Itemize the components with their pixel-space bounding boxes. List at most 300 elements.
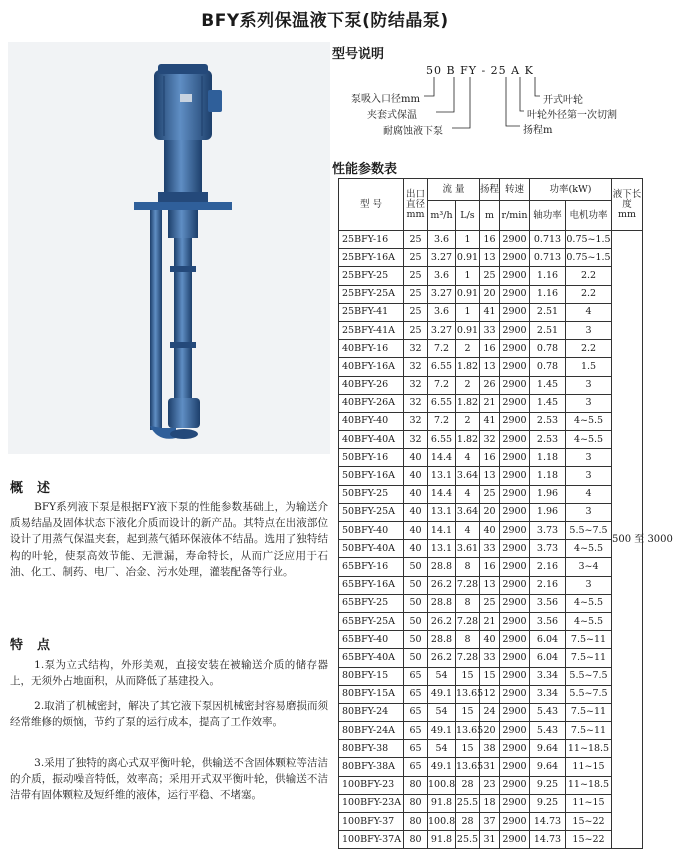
- header-outlet: [404, 179, 428, 231]
- cell-motor-power: 7.5~11: [566, 631, 612, 649]
- cell-shaft-power: 1.96: [530, 485, 566, 503]
- cell-speed: 2900: [500, 813, 530, 831]
- table-row: [339, 667, 643, 685]
- cell-shaft-power: 5.43: [530, 703, 566, 721]
- table-row: [339, 540, 643, 558]
- cell-flow-ls: 4: [456, 485, 480, 503]
- performance-table: [338, 178, 673, 849]
- cell-flow-ls: 13.65: [456, 722, 480, 740]
- cell-head: 41: [480, 412, 500, 430]
- model-label-corrosion: 耐腐蚀液下泵: [383, 126, 443, 137]
- cell-motor-power: 3: [566, 467, 612, 485]
- cell-shaft-power: 9.64: [530, 740, 566, 758]
- cell-outlet: 25: [404, 231, 428, 249]
- cell-head: 40: [480, 522, 500, 540]
- cell-model: 40BFY-40A: [339, 431, 404, 449]
- cell-flow-m3: 54: [428, 703, 456, 721]
- cell-model: 40BFY-26: [339, 376, 404, 394]
- cell-flow-ls: 1: [456, 231, 480, 249]
- cell-model: 25BFY-41: [339, 303, 404, 321]
- cell-flow-m3: 3.27: [428, 285, 456, 303]
- cell-flow-ls: 3.64: [456, 503, 480, 521]
- cell-motor-power: 2.2: [566, 340, 612, 358]
- cell-shaft-power: 0.78: [530, 340, 566, 358]
- table-row: [339, 485, 643, 503]
- cell-speed: 2900: [500, 631, 530, 649]
- cell-model: 25BFY-25A: [339, 285, 404, 303]
- header-level: [612, 179, 643, 231]
- table-row: [339, 503, 643, 521]
- cell-motor-power: 3: [566, 321, 612, 339]
- cell-model: 50BFY-40A: [339, 540, 404, 558]
- cell-speed: 2900: [500, 431, 530, 449]
- cell-flow-m3: 7.2: [428, 340, 456, 358]
- table-row: [339, 321, 643, 339]
- cell-model: 80BFY-15: [339, 667, 404, 685]
- cell-model: 25BFY-25: [339, 267, 404, 285]
- cell-model: 40BFY-16A: [339, 358, 404, 376]
- table-row: [339, 813, 643, 831]
- cell-flow-m3: 26.2: [428, 649, 456, 667]
- header-flow-ls: L/s: [456, 201, 480, 231]
- cell-flow-m3: 28.8: [428, 594, 456, 612]
- pump-illustration: [8, 42, 330, 454]
- cell-shaft-power: 0.713: [530, 231, 566, 249]
- cell-flow-ls: 15: [456, 740, 480, 758]
- cell-flow-ls: 7.28: [456, 612, 480, 630]
- cell-flow-m3: 7.2: [428, 376, 456, 394]
- cell-model: 100BFY-37: [339, 813, 404, 831]
- cell-speed: 2900: [500, 685, 530, 703]
- cell-flow-ls: 13.65: [456, 758, 480, 776]
- cell-flow-m3: 54: [428, 740, 456, 758]
- cell-head: 25: [480, 485, 500, 503]
- cell-shaft-power: 3.34: [530, 667, 566, 685]
- cell-head: 13: [480, 467, 500, 485]
- cell-outlet: 65: [404, 685, 428, 703]
- cell-flow-ls: 4: [456, 449, 480, 467]
- cell-flow-m3: 6.55: [428, 431, 456, 449]
- cell-flow-ls: 28: [456, 776, 480, 794]
- cell-head: 13: [480, 576, 500, 594]
- table-row: [339, 649, 643, 667]
- cell-speed: 2900: [500, 449, 530, 467]
- cell-flow-m3: 3.6: [428, 231, 456, 249]
- table-row: [339, 776, 643, 794]
- cell-head: 23: [480, 776, 500, 794]
- cell-motor-power: 4~5.5: [566, 412, 612, 430]
- cell-shaft-power: 14.73: [530, 831, 566, 849]
- cell-head: 41: [480, 303, 500, 321]
- header-model: 型 号: [339, 179, 404, 231]
- cell-shaft-power: 9.25: [530, 794, 566, 812]
- cell-head: 18: [480, 794, 500, 812]
- cell-head: 37: [480, 813, 500, 831]
- cell-flow-ls: 7.28: [456, 649, 480, 667]
- table-row: [339, 631, 643, 649]
- cell-shaft-power: 1.45: [530, 376, 566, 394]
- cell-speed: 2900: [500, 667, 530, 685]
- cell-flow-ls: 2: [456, 412, 480, 430]
- cell-head: 25: [480, 267, 500, 285]
- cell-speed: 2900: [500, 285, 530, 303]
- cell-head: 16: [480, 340, 500, 358]
- cell-flow-ls: 2: [456, 340, 480, 358]
- cell-flow-m3: 91.8: [428, 794, 456, 812]
- header-head-unit: m: [480, 201, 500, 231]
- cell-model: 100BFY-23A: [339, 794, 404, 812]
- cell-shaft-power: 2.51: [530, 303, 566, 321]
- cell-speed: 2900: [500, 485, 530, 503]
- table-row: [339, 467, 643, 485]
- cell-flow-m3: 26.2: [428, 612, 456, 630]
- cell-outlet: 80: [404, 776, 428, 794]
- cell-flow-ls: 8: [456, 631, 480, 649]
- cell-head: 20: [480, 285, 500, 303]
- cell-flow-m3: 6.55: [428, 358, 456, 376]
- cell-shaft-power: 3.73: [530, 522, 566, 540]
- cell-outlet: 25: [404, 267, 428, 285]
- cell-shaft-power: 1.45: [530, 394, 566, 412]
- header-motor-power: 电机功率: [566, 201, 612, 231]
- cell-shaft-power: 2.53: [530, 412, 566, 430]
- cell-speed: 2900: [500, 267, 530, 285]
- cell-model: 40BFY-16: [339, 340, 404, 358]
- header-flow-m3: m³/h: [428, 201, 456, 231]
- model-code: 50 B FY - 25 A K: [426, 64, 534, 77]
- cell-flow-m3: 54: [428, 667, 456, 685]
- cell-flow-ls: 25.5: [456, 831, 480, 849]
- cell-model: 65BFY-16A: [339, 576, 404, 594]
- cell-motor-power: 11~15: [566, 794, 612, 812]
- cell-outlet: 32: [404, 376, 428, 394]
- cell-outlet: 32: [404, 358, 428, 376]
- cell-model: 50BFY-40: [339, 522, 404, 540]
- cell-speed: 2900: [500, 303, 530, 321]
- cell-head: 21: [480, 612, 500, 630]
- cell-flow-ls: 2: [456, 376, 480, 394]
- table-row: [339, 685, 643, 703]
- table-row: [339, 576, 643, 594]
- cell-motor-power: 3: [566, 449, 612, 467]
- cell-outlet: 40: [404, 449, 428, 467]
- cell-motor-power: 3: [566, 503, 612, 521]
- cell-motor-power: 15~22: [566, 831, 612, 849]
- cell-motor-power: 4~5.5: [566, 594, 612, 612]
- cell-head: 20: [480, 722, 500, 740]
- cell-model: 100BFY-23: [339, 776, 404, 794]
- model-label-cut: 叶轮外径第一次切割: [527, 110, 617, 121]
- cell-shaft-power: 1.16: [530, 267, 566, 285]
- table-row: [339, 267, 643, 285]
- cell-model: 100BFY-37A: [339, 831, 404, 849]
- cell-level-range: 500 至 3000: [612, 231, 643, 849]
- feature-item-1: 1.泵为立式结构，外形美观，直接安装在被输送介质的储存器上，无须外占地面积，从而降低了基建投入。: [10, 659, 328, 688]
- table-row: [339, 303, 643, 321]
- table-row: [339, 831, 643, 849]
- cell-motor-power: 0.75~1.5: [566, 249, 612, 267]
- cell-outlet: 25: [404, 285, 428, 303]
- cell-speed: 2900: [500, 394, 530, 412]
- cell-model: 65BFY-25: [339, 594, 404, 612]
- cell-flow-m3: 13.1: [428, 540, 456, 558]
- cell-model: 50BFY-25: [339, 485, 404, 503]
- cell-speed: 2900: [500, 740, 530, 758]
- header-level-unit: mm: [617, 208, 637, 220]
- table-row: [339, 412, 643, 430]
- cell-outlet: 50: [404, 649, 428, 667]
- cell-outlet: 32: [404, 340, 428, 358]
- cell-shaft-power: 9.25: [530, 776, 566, 794]
- cell-shaft-power: 0.78: [530, 358, 566, 376]
- cell-shaft-power: 14.73: [530, 813, 566, 831]
- cell-flow-m3: 3.27: [428, 321, 456, 339]
- cell-head: 20: [480, 503, 500, 521]
- cell-flow-m3: 100.8: [428, 813, 456, 831]
- cell-outlet: 50: [404, 594, 428, 612]
- cell-motor-power: 7.5~11: [566, 649, 612, 667]
- cell-outlet: 32: [404, 412, 428, 430]
- cell-model: 80BFY-38: [339, 740, 404, 758]
- table-row: [339, 340, 643, 358]
- cell-model: 80BFY-15A: [339, 685, 404, 703]
- cell-model: 65BFY-16: [339, 558, 404, 576]
- cell-flow-m3: 13.1: [428, 503, 456, 521]
- cell-shaft-power: 1.18: [530, 449, 566, 467]
- cell-speed: 2900: [500, 503, 530, 521]
- cell-motor-power: 4~5.5: [566, 540, 612, 558]
- cell-head: 21: [480, 394, 500, 412]
- cell-head: 12: [480, 685, 500, 703]
- header-speed-unit: r/min: [500, 201, 530, 231]
- cell-motor-power: 2.2: [566, 267, 612, 285]
- cell-speed: 2900: [500, 558, 530, 576]
- cell-speed: 2900: [500, 522, 530, 540]
- cell-outlet: 25: [404, 249, 428, 267]
- cell-head: 16: [480, 558, 500, 576]
- table-row: [339, 794, 643, 812]
- cell-motor-power: 0.75~1.5: [566, 231, 612, 249]
- page-title: BFY系列保温液下泵(防结晶泵): [201, 11, 449, 31]
- cell-model: 65BFY-40A: [339, 649, 404, 667]
- table-row: [339, 740, 643, 758]
- cell-motor-power: 5.5~7.5: [566, 667, 612, 685]
- cell-shaft-power: 6.04: [530, 649, 566, 667]
- cell-flow-m3: 7.2: [428, 412, 456, 430]
- cell-motor-power: 5.5~7.5: [566, 522, 612, 540]
- cell-shaft-power: 1.96: [530, 503, 566, 521]
- cell-flow-ls: 25.5: [456, 794, 480, 812]
- header-outlet-label: 出口直径: [405, 188, 425, 210]
- cell-motor-power: 3~4: [566, 558, 612, 576]
- cell-motor-power: 4~5.5: [566, 431, 612, 449]
- cell-head: 26: [480, 376, 500, 394]
- cell-model: 25BFY-16: [339, 231, 404, 249]
- cell-flow-ls: 1.82: [456, 394, 480, 412]
- cell-outlet: 32: [404, 394, 428, 412]
- header-head: 扬程: [480, 179, 500, 201]
- cell-outlet: 50: [404, 558, 428, 576]
- cell-outlet: 65: [404, 667, 428, 685]
- performance-table-body: [339, 231, 673, 849]
- cell-head: 13: [480, 249, 500, 267]
- cell-speed: 2900: [500, 776, 530, 794]
- cell-flow-ls: 8: [456, 558, 480, 576]
- cell-outlet: 80: [404, 813, 428, 831]
- cell-head: 13: [480, 358, 500, 376]
- cell-speed: 2900: [500, 321, 530, 339]
- cell-model: 25BFY-16A: [339, 249, 404, 267]
- cell-speed: 2900: [500, 612, 530, 630]
- cell-motor-power: 7.5~11: [566, 703, 612, 721]
- table-row: [339, 758, 643, 776]
- feature-item-3: 3.采用了独特的离心式双平衡叶轮，供输送不含固体颗粒等洁洁的介质，振动噪音特低，效率高；采用开式双平衡叶轮，供输送不洁洁带有固体颗粒及短纤维的液体，运行平稳、不堵塞。: [10, 757, 328, 802]
- cell-head: 15: [480, 667, 500, 685]
- cell-flow-ls: 3.64: [456, 467, 480, 485]
- cell-head: 32: [480, 431, 500, 449]
- cell-speed: 2900: [500, 540, 530, 558]
- cell-speed: 2900: [500, 376, 530, 394]
- cell-model: 65BFY-25A: [339, 612, 404, 630]
- cell-head: 33: [480, 540, 500, 558]
- cell-flow-m3: 28.8: [428, 631, 456, 649]
- cell-speed: 2900: [500, 576, 530, 594]
- cell-outlet: 40: [404, 467, 428, 485]
- table-row: [339, 558, 643, 576]
- header-power: 功率(kW): [530, 179, 612, 201]
- cell-outlet: 32: [404, 431, 428, 449]
- table-row: [339, 612, 643, 630]
- cell-outlet: 50: [404, 631, 428, 649]
- cell-model: 40BFY-26A: [339, 394, 404, 412]
- cell-flow-m3: 49.1: [428, 685, 456, 703]
- cell-flow-m3: 3.6: [428, 303, 456, 321]
- cell-flow-ls: 1: [456, 303, 480, 321]
- cell-outlet: 40: [404, 540, 428, 558]
- table-row: [339, 249, 643, 267]
- cell-speed: 2900: [500, 249, 530, 267]
- cell-motor-power: 1.5: [566, 358, 612, 376]
- cell-flow-m3: 91.8: [428, 831, 456, 849]
- cell-motor-power: 4: [566, 303, 612, 321]
- cell-model: 50BFY-16: [339, 449, 404, 467]
- cell-shaft-power: 1.16: [530, 285, 566, 303]
- model-label-inlet: 泵吸入口径mm: [351, 94, 420, 105]
- cell-outlet: 65: [404, 703, 428, 721]
- cell-shaft-power: 3.56: [530, 594, 566, 612]
- cell-flow-ls: 7.28: [456, 576, 480, 594]
- table-row: [339, 376, 643, 394]
- cell-speed: 2900: [500, 649, 530, 667]
- cell-flow-ls: 1.82: [456, 358, 480, 376]
- cell-speed: 2900: [500, 412, 530, 430]
- header-outlet-unit: mm: [406, 208, 425, 220]
- cell-motor-power: 2.2: [566, 285, 612, 303]
- cell-motor-power: 3: [566, 576, 612, 594]
- features-heading: 特点: [10, 638, 65, 653]
- cell-shaft-power: 1.18: [530, 467, 566, 485]
- cell-motor-power: 4~5.5: [566, 612, 612, 630]
- cell-motor-power: 15~22: [566, 813, 612, 831]
- cell-flow-m3: 100.8: [428, 776, 456, 794]
- cell-model: 40BFY-40: [339, 412, 404, 430]
- cell-speed: 2900: [500, 758, 530, 776]
- model-label-head: 扬程m: [523, 125, 553, 136]
- feature-item-2: 2.取消了机械密封，解决了其它液下泵因机械密封容易磨损而须经常维修的烦恼，节约了泵的运行成本，提高了工作效率。: [10, 700, 328, 729]
- cell-head: 33: [480, 321, 500, 339]
- cell-shaft-power: 3.34: [530, 685, 566, 703]
- model-label-jacket: 夹套式保温: [367, 110, 417, 121]
- cell-motor-power: 3: [566, 394, 612, 412]
- cell-flow-ls: 0.91: [456, 249, 480, 267]
- cell-flow-ls: 15: [456, 703, 480, 721]
- cell-flow-ls: 0.91: [456, 321, 480, 339]
- cell-outlet: 65: [404, 758, 428, 776]
- cell-outlet: 65: [404, 722, 428, 740]
- cell-flow-ls: 3.61: [456, 540, 480, 558]
- cell-speed: 2900: [500, 340, 530, 358]
- cell-flow-m3: 6.55: [428, 394, 456, 412]
- cell-head: 16: [480, 449, 500, 467]
- cell-outlet: 50: [404, 612, 428, 630]
- pump-photo: [8, 42, 330, 454]
- cell-head: 38: [480, 740, 500, 758]
- header-speed: 转速: [500, 179, 530, 201]
- cell-flow-ls: 8: [456, 594, 480, 612]
- cell-outlet: 80: [404, 794, 428, 812]
- overview-text: BFY系列液下泵是根据FY液下泵的性能参数基础上，为输送介质易结晶及固体状态下液化介质而设计的新产品。其特点在出液部位设计了用蒸气保温夹套，起到蒸气循环保液体不结晶。选用了独特结构的叶轮，使泵高效节能、无泄漏，寿命特长，从而广泛应用于石油、化工、制药、电厂、冶金、污水处理，灌装配备等行业。: [10, 501, 328, 578]
- cell-head: 24: [480, 703, 500, 721]
- cell-outlet: 65: [404, 740, 428, 758]
- cell-speed: 2900: [500, 467, 530, 485]
- cell-flow-ls: 1: [456, 267, 480, 285]
- cell-flow-m3: 26.2: [428, 576, 456, 594]
- cell-shaft-power: 6.04: [530, 631, 566, 649]
- cell-model: 50BFY-25A: [339, 503, 404, 521]
- cell-flow-m3: 14.1: [428, 522, 456, 540]
- table-row: [339, 285, 643, 303]
- table-row: [339, 703, 643, 721]
- cell-motor-power: 11~18.5: [566, 740, 612, 758]
- cell-flow-m3: 3.27: [428, 249, 456, 267]
- cell-speed: 2900: [500, 703, 530, 721]
- cell-flow-m3: 28.8: [428, 558, 456, 576]
- cell-flow-ls: 28: [456, 813, 480, 831]
- cell-shaft-power: 3.56: [530, 612, 566, 630]
- cell-head: 31: [480, 758, 500, 776]
- cell-flow-ls: 13.65: [456, 685, 480, 703]
- cell-motor-power: 3: [566, 376, 612, 394]
- cell-motor-power: 7.5~11: [566, 722, 612, 740]
- cell-head: 25: [480, 594, 500, 612]
- cell-motor-power: 5.5~7.5: [566, 685, 612, 703]
- table-row: [339, 431, 643, 449]
- cell-outlet: 40: [404, 485, 428, 503]
- cell-shaft-power: 0.713: [530, 249, 566, 267]
- cell-outlet: 50: [404, 576, 428, 594]
- table-row: [339, 394, 643, 412]
- overview-heading: 概述: [10, 481, 65, 496]
- cell-flow-m3: 49.1: [428, 722, 456, 740]
- cell-shaft-power: 5.43: [530, 722, 566, 740]
- cell-speed: 2900: [500, 594, 530, 612]
- model-label-impeller: 开式叶轮: [543, 95, 583, 106]
- cell-outlet: 25: [404, 321, 428, 339]
- cell-shaft-power: 2.16: [530, 558, 566, 576]
- cell-shaft-power: 2.51: [530, 321, 566, 339]
- cell-speed: 2900: [500, 358, 530, 376]
- cell-model: 50BFY-16A: [339, 467, 404, 485]
